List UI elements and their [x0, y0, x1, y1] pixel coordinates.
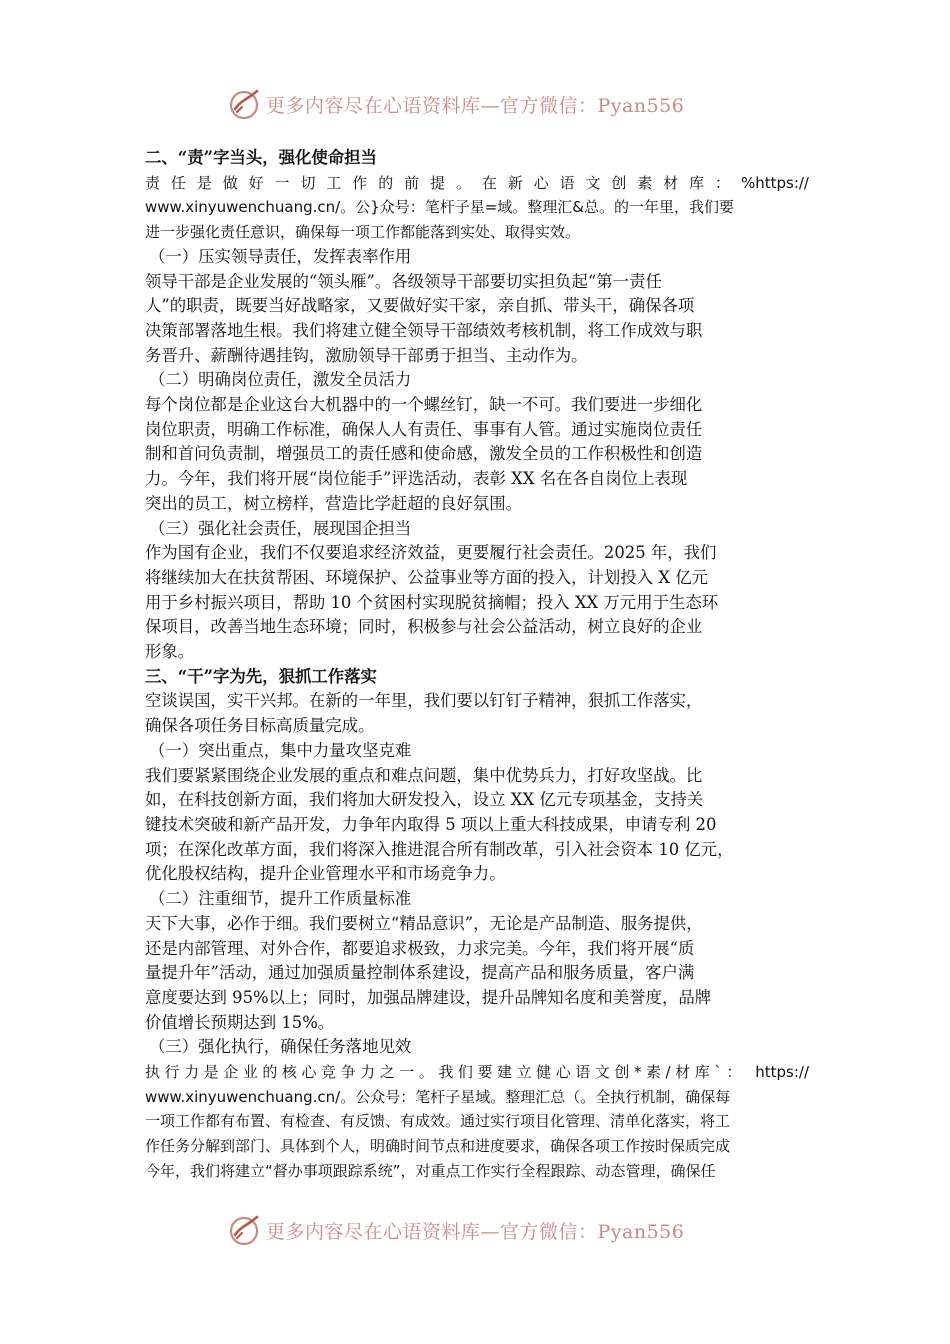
- body-line: 务晋升、薪酬待遇挂钩，激励领导干部勇于担当、主动作为。: [145, 345, 588, 365]
- body-line: 如，在科技创新方面，我们将加大研发投入，设立 XX 亿元专项基金，支持关: [145, 790, 704, 810]
- body-line: 价值增长预期达到 15%。: [145, 1012, 335, 1032]
- watermark-body-line: www.xinyuwenchuang.cn/。公}众号：笔杆子星=域。整理汇&总。的一年里，我们要: [145, 198, 735, 217]
- watermark-body-line: 进一步强化责任意识，确保每一项工作都能落到实处、取得实效。: [145, 223, 581, 242]
- watermark-body-line: 一项工作都有布置、有检查、有反馈、有成效。通过实行项目化管理、清单化落实，将工: [145, 1112, 731, 1131]
- subsection-heading: （三）强化社会责任，展现国企担当: [149, 518, 412, 538]
- watermark-banner-top: [228, 84, 728, 124]
- watermark-text: 更多内容尽在心语资料库—官方微信：Pyan556: [266, 94, 685, 117]
- body-line: 将继续加大在扶贫帮困、环境保护、公益事业等方面的投入，计划投入 X 亿元: [145, 567, 708, 587]
- watermark-text: 更多内容尽在心语资料库—官方微信：Pyan556: [266, 1220, 685, 1243]
- body-line: 量提升年”活动，通过加强质量控制体系建设，提高产品和服务质量，客户满: [145, 963, 695, 983]
- watermark-body-line: 责 任 是 做 好 一 切 工 作 的 前 提 。 在 新 心 语 文 创 素 材 库 ： %https://: [145, 173, 809, 192]
- body-line: 力。今年，我们将开展“岗位能手”评选活动，表彰 XX 名在各自岗位上表现: [145, 469, 688, 489]
- pen-circle-logo-icon: [228, 1213, 262, 1247]
- subsection-heading: （一）突出重点，集中力量攻坚克难: [149, 740, 412, 760]
- body-line: 空谈误国，实干兴邦。在新的一年里，我们要以钉钉子精神，狠抓工作落实，: [145, 691, 703, 711]
- watermark-body-line: 今年，我们将建立“督办事项跟踪系统”，对重点工作实行全程跟踪、动态管理，确保任: [145, 1161, 716, 1180]
- body-line: 作为国有企业，我们不仅要追求经济效益，更要履行社会责任。2025 年，我们: [145, 543, 717, 563]
- body-line: 用于乡村振兴项目，帮助 10 个贫困村实现脱贫摘帽；投入 XX 万元用于生态环: [145, 592, 719, 612]
- subsection-heading: （一）压实领导责任，发挥表率作用: [149, 246, 412, 266]
- body-line: 项；在深化改革方面，我们将深入推进混合所有制改革，引入社会资本 10 亿元，: [145, 839, 734, 859]
- subsection-heading: （二）注重细节，提升工作质量标准: [149, 889, 412, 909]
- body-line: 岗位职责，明确工作标准，确保人人有责任、事事有人管。通过实施岗位责任: [145, 419, 703, 439]
- subsection-heading: （二）明确岗位责任，激发全员活力: [149, 370, 412, 390]
- section-heading: 二、“责”字当头，强化使命担当: [145, 148, 377, 167]
- watermark-body-line: www.xinyuwenchuang.cn/。公众号：笔杆子星域。整理汇总（。全执行机制，确保每: [145, 1087, 731, 1106]
- body-line: 突出的员工，树立榜样，营造比学赶超的良好氛围。: [145, 493, 522, 513]
- watermark-banner-bottom: [228, 1210, 728, 1250]
- document-body: [145, 146, 809, 1184]
- subsection-heading: （三）强化执行，确保任务落地见效: [149, 1037, 412, 1057]
- body-line: 形象。: [145, 642, 195, 662]
- section-heading: 三、“干”字为先，狠抓工作落实: [145, 666, 377, 686]
- body-line: 保项目，改善当地生态环境；同时，积极参与社会公益活动，树立良好的企业: [145, 617, 703, 637]
- body-line: 天下大事，必作于细。我们要树立“精品意识”，无论是产品制造、服务提供，: [145, 913, 703, 933]
- body-line: 还是内部管理、对外合作，都要追求极致，力求完美。今年，我们将开展“质: [145, 938, 695, 958]
- watermark-body-line: 作任务分解到部门、具体到个人，明确时间节点和进度要求，确保各项工作按时保质完成: [145, 1137, 731, 1156]
- watermark-body-line: 执行力是企业的核心竞争力之一。我们要建立健心语文创*素/材库`： https://: [145, 1063, 809, 1082]
- body-line: 人”的职责，既要当好战略家，又要做好实干家，亲自抓、带头干，确保各项: [145, 296, 695, 316]
- body-line: 每个岗位都是企业这台大机器中的一个螺丝钉，缺一不可。我们要进一步细化: [145, 395, 703, 415]
- body-line: 制和首问负责制，增强员工的责任感和使命感，激发全员的工作积极性和创造: [145, 444, 703, 464]
- pen-circle-logo-icon: [228, 87, 262, 121]
- body-line: 确保各项任务目标高质量完成。: [145, 716, 375, 736]
- body-line: 决策部署落地生根。我们将建立健全领导干部绩效考核机制，将工作成效与职: [145, 320, 703, 340]
- body-line: 优化股权结构，提升企业管理水平和市场竞争力。: [145, 864, 506, 884]
- body-line: 键技术突破和新产品开发，力争年内取得 5 项以上重大科技成果，申请专利 20: [145, 814, 717, 834]
- body-line: 意度要达到 95%以上；同时，加强品牌建设，提升品牌知名度和美誉度，品牌: [145, 987, 712, 1007]
- body-line: 领导干部是企业发展的“领头雁”。各级领导干部要切实担负起“第一责任: [145, 271, 662, 291]
- body-line: 我们要紧紧围绕企业发展的重点和难点问题，集中优势兵力，打好攻坚战。比: [145, 765, 703, 785]
